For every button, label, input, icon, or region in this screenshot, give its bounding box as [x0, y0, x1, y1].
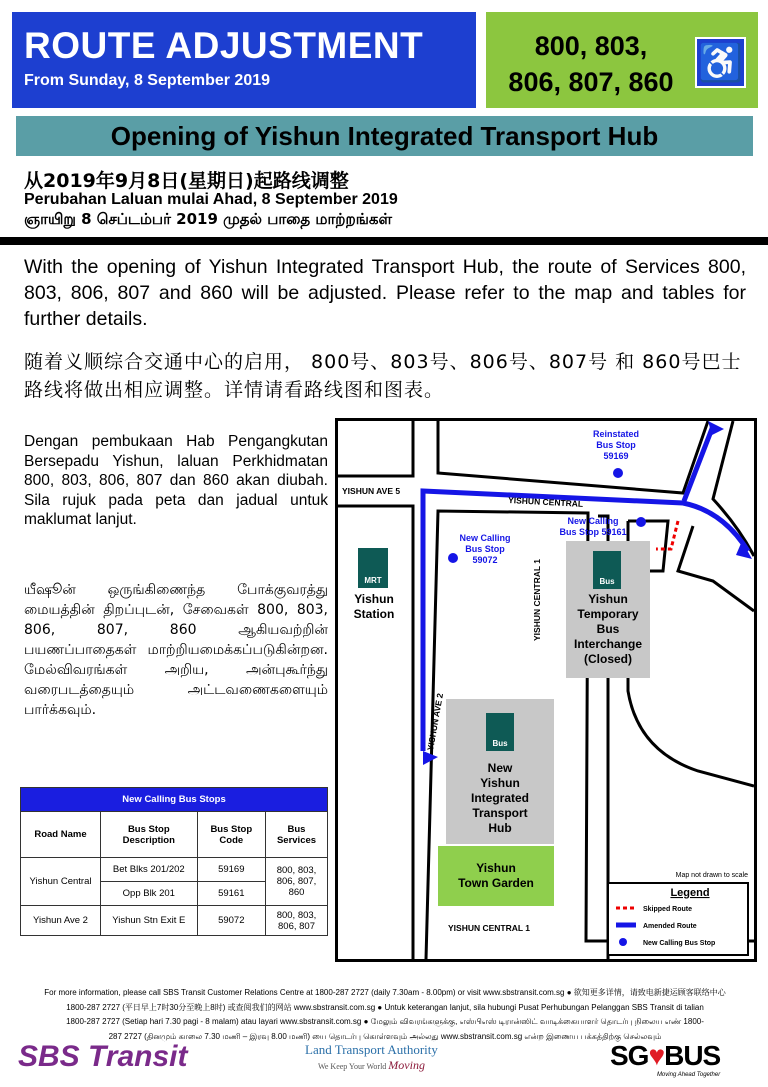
legend-label: Skipped Route	[643, 906, 693, 913]
footer-line: 1800-287 2727 (平日早上7时30分至晚上8时) 或查阅我们的网站 www.sbstransit.com.sg ● Untuk keterangan lanjut, sila hubungi Pusat Perhubungan Pelanggan SBS Transit di talian	[66, 1002, 704, 1012]
table-row	[21, 906, 328, 936]
garden-label: Town Garden	[458, 876, 534, 890]
stop-label: New Calling	[459, 533, 511, 543]
bus-stop-table	[20, 787, 328, 936]
building-name: (Closed)	[584, 652, 632, 666]
col-header: Road Name	[21, 812, 101, 858]
page-title: ROUTE ADJUSTMENT	[24, 25, 424, 66]
cell-road: Yishun Ave 2	[21, 906, 101, 936]
lta-logo	[305, 1042, 438, 1073]
stop-label: Bus Stop	[596, 440, 636, 450]
logo-sg: SG	[610, 1040, 649, 1071]
body-tamil: யீஷூன் ஒருங்கிணைந்த போக்குவரத்து மையத்தின் திறப்புடன், சேவைகள் 800, 803, 806, 807, 860 ஆகியவற்றின் பயணப்பாதைகள் மாற்றியமைக்கப்படுகின்றன. மேல்விவரங்கள் அறிய, அன்புகூர்ந்து வரைபடத்தையும் அட்டவணைகளையும் பார்க்கவும்.	[24, 582, 328, 718]
building-name: Interchange	[573, 637, 643, 651]
cell-code: 59161	[197, 882, 265, 906]
heart-icon: ♥	[648, 1040, 665, 1071]
cell-desc: Bet Blks 201/202	[101, 858, 198, 882]
subtitle-banner: Opening of Yishun Integrated Transport Hub	[16, 116, 753, 156]
legend-stop-swatch	[619, 938, 627, 946]
bus-stop-marker	[613, 468, 623, 478]
logo-bus: BUS	[664, 1040, 721, 1071]
road-edge	[713, 421, 754, 556]
divider	[0, 237, 768, 245]
building-name: Temporary	[577, 607, 639, 621]
footer-line: 1800-287 2727 (Setiap hari 7.30 pagi - 8 malam) atau layari www.sbstransit.com.sg ● மேலும் விவரங்களுக்கு, எஸ்பிஎஸ் டிரான்ஸிட் வாடிக்கையாளர் தொடர்பு நிலைய எண் 1800-	[66, 1017, 704, 1026]
title-banner	[12, 12, 476, 108]
table-caption: New Calling Bus Stops	[21, 788, 328, 812]
road-label: YISHUN AVE 2	[425, 692, 446, 752]
road-label: YISHUN CENTRAL 1	[448, 923, 531, 933]
lta-name: Land Transport Authority	[305, 1042, 438, 1057]
wheelchair-icon: ♿	[695, 37, 746, 88]
table-row	[21, 858, 328, 882]
stop-label: Bus Stop	[465, 544, 505, 554]
footer-contact	[30, 986, 740, 1044]
mrt-label: MRT	[364, 576, 382, 585]
building-name: Integrated	[470, 791, 530, 805]
title-malay: Perubahan Laluan mulai Ahad, 8 September 2019	[24, 191, 398, 208]
footer-line: For more information, please call SBS Transit Customer Relations Centre at 1800-287 2727 (daily 7.30am - 8.00pm) or visit www.sbstransit.com.sg ● 欲知更多详情，请致电新捷运顾客联络中心	[44, 988, 726, 997]
footer-line: 287 2727 (தினமும் காலை 7.30 மணி – இரவு 8.00 மணி) யை தொடர்பு கொள்ளவும் அல்லது www.sbstransit.com.sg என்ற இணைய பக்கத்திற்கு செல்லவும்	[108, 1031, 662, 1041]
col-header: Bus Services	[266, 812, 328, 858]
station-name: Station	[353, 607, 395, 621]
amended-route-branch	[684, 426, 713, 501]
route-map	[335, 418, 757, 962]
road-label: YISHUN CENTRAL 1	[532, 558, 542, 641]
cell-services: 800, 803, 806, 807	[266, 906, 328, 936]
lta-tagline: We Keep Your World	[317, 1062, 387, 1071]
effective-date: From Sunday, 8 September 2019	[24, 72, 271, 89]
sg-bus-logo	[610, 1040, 720, 1078]
building-name: Yishun	[588, 592, 628, 606]
road-edge	[438, 421, 708, 493]
cell-code: 59169	[197, 858, 265, 882]
col-header: Bus Stop Description	[101, 812, 198, 858]
stop-label: 59169	[603, 451, 629, 461]
bus-stop-marker	[636, 517, 646, 527]
legend-title: Legend	[670, 887, 710, 899]
stop-label: Bus Stop 59161	[559, 527, 627, 537]
routes-line-2: 806, 807, 860	[508, 67, 674, 97]
garden-label: Yishun	[476, 861, 516, 875]
station-name: Yishun	[354, 592, 394, 606]
cell-services: 800, 803, 806, 807, 860	[266, 858, 328, 906]
cell-desc: Opp Blk 201	[101, 882, 198, 906]
building-name: New	[487, 761, 513, 775]
cell-desc: Yishun Stn Exit E	[101, 906, 198, 936]
road-label: YISHUN AVE 5	[342, 486, 401, 496]
body-malay: Dengan pembukaan Hab Pengangkutan Bersepadu Yishun, laluan Perkhidmatan 800, 803, 806, 807 dan 860 akan diubah. Sila rujuk pada peta dan jadual untuk maklumat lanjut.	[24, 433, 328, 528]
sg-bus-tagline: Moving Ahead Together	[656, 1072, 721, 1078]
bus-stop-marker	[448, 553, 458, 563]
road-label: YISHUN CENTRAL	[507, 495, 584, 509]
building-name: Yishun	[480, 776, 520, 790]
cell-road: Yishun Central	[21, 858, 101, 906]
bus-icon-label: Bus	[599, 577, 615, 586]
legend-label: Amended Route	[643, 923, 697, 930]
cell-code: 59072	[197, 906, 265, 936]
title-tamil: ஞாயிறு 8 செப்டம்பர் 2019 முதல் பாதை மாற்றங்கள்	[24, 210, 392, 228]
lta-tagline-moving: Moving	[388, 1058, 425, 1072]
road-edge	[338, 421, 413, 476]
scale-note: Map not drawn to scale	[675, 872, 748, 879]
routes-line-1: 800, 803,	[534, 31, 648, 61]
col-header: Bus Stop Code	[197, 812, 265, 858]
body-chinese: 随着义顺综合交通中心的启用， 800号、803号、806号、807号 和 860号巴士路线将做出相应调整。详情请看路线图和图表。	[24, 351, 742, 401]
body-english: With the opening of Yishun Integrated Transport Hub, the route of Services 800, 803, 806, 807 and 860 will be adjusted. Please refer to the map and tables for further details.	[24, 256, 746, 330]
building-name: Hub	[488, 821, 512, 835]
legend-label: New Calling Bus Stop	[643, 940, 716, 947]
stop-label: 59072	[472, 555, 498, 565]
affected-routes	[486, 12, 758, 108]
sbs-transit-logo: SBS Transit	[18, 1040, 188, 1073]
title-chinese: 从2019年9月8日(星期日)起路线调整	[24, 170, 349, 192]
bus-icon-label: Bus	[492, 739, 508, 748]
stop-label: New Calling	[567, 516, 619, 526]
stop-label: Reinstated	[592, 429, 640, 439]
building-name: Transport	[472, 806, 528, 820]
building-name: Bus	[596, 622, 620, 636]
